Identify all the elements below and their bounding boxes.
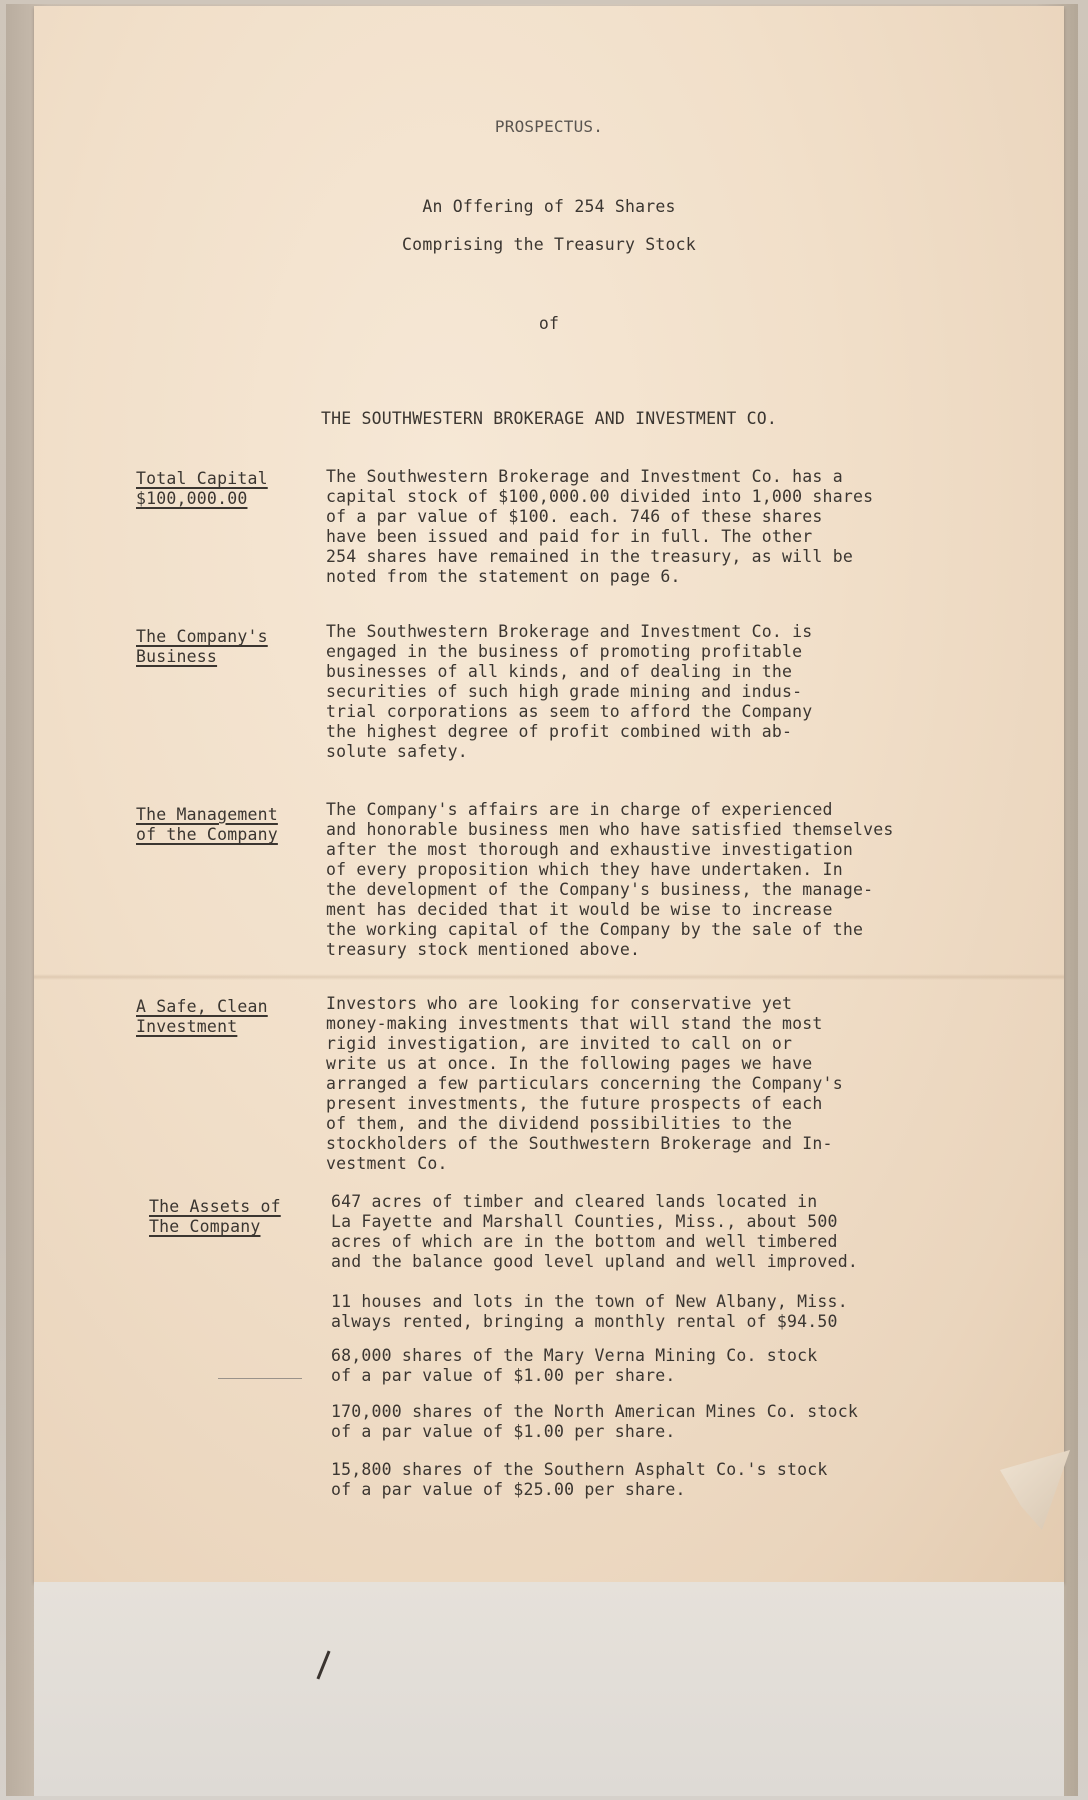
asset-item-southern-asphalt: 15,800 shares of the Southern Asphalt Co.'s stock of a par value of $25.00 per share. xyxy=(331,1460,828,1499)
section-text-investment: Investors who are looking for conservative yet money-making investments that will stand the most rigid investigation, are invited to call on or write us at once. In the following pages we have arranged a few particulars concerning the Company's present investments, the future prospects of each of them, and the dividend possibilities to the stockholders of the Southwestern Brokerage and In- vestment Co. xyxy=(326,994,843,1173)
section-label-business: The Company's Business xyxy=(136,627,268,666)
document-title: PROSPECTUS. xyxy=(494,117,604,136)
asset-item-north-american: 170,000 shares of the North American Mines Co. stock of a par value of $1.00 per share. xyxy=(331,1402,858,1441)
section-label-total-capital: Total Capital $100,000.00 xyxy=(136,469,268,508)
treasury-stock-line: Comprising the Treasury Stock xyxy=(402,235,696,254)
lower-page-strip xyxy=(34,1582,1064,1796)
section-label-management: The Management of the Company xyxy=(136,805,278,844)
company-name: THE SOUTHWESTERN BROKERAGE AND INVESTMENT CO. xyxy=(320,409,778,428)
section-label-assets: The Assets of The Company xyxy=(149,1197,281,1236)
section-text-assets: 647 acres of timber and cleared lands located in La Fayette and Marshall Counties, Miss., about 500 acres of which are in the bottom and well timbered and the balance good level upland and well improved. xyxy=(331,1192,858,1271)
section-text-management: The Company's affairs are in charge of experienced and honorable business men who have satisfied themselves after the most thorough and exhaustive investigation of every proposition which they have undertaken. In the development of the Company's business, the manage- ment has decided that it would be wise to increase the working capital of the Company by the sale of the treasury stock mentioned above. xyxy=(326,800,894,959)
section-text-business: The Southwestern Brokerage and Investment Co. is engaged in the business of promoting profitable businesses of all kinds, and of dealing in the securities of such high grade mining and indus- trial corporations as seem to afford the Company the highest degree of profit combined with ab- solute safety. xyxy=(326,622,813,761)
asset-item-mary-verna: 68,000 shares of the Mary Verna Mining Co. stock of a par value of $1.00 per share. xyxy=(331,1346,818,1385)
offering-line: An Offering of 254 Shares xyxy=(422,197,676,216)
section-label-investment: A Safe, Clean Investment xyxy=(136,997,268,1036)
pencil-mark xyxy=(218,1378,302,1379)
of-line: of xyxy=(538,314,560,333)
asset-item-houses: 11 houses and lots in the town of New Albany, Miss. always rented, bringing a monthly rental of $94.50 xyxy=(331,1292,848,1331)
section-text-total-capital: The Southwestern Brokerage and Investment Co. has a capital stock of $100,000.00 divided into 1,000 shares of a par value of $100. each. 746 of these shares have been issued and paid for in full. The other 254 shares have remained in the treasury, as will be noted from the statement on page 6. xyxy=(326,467,874,586)
